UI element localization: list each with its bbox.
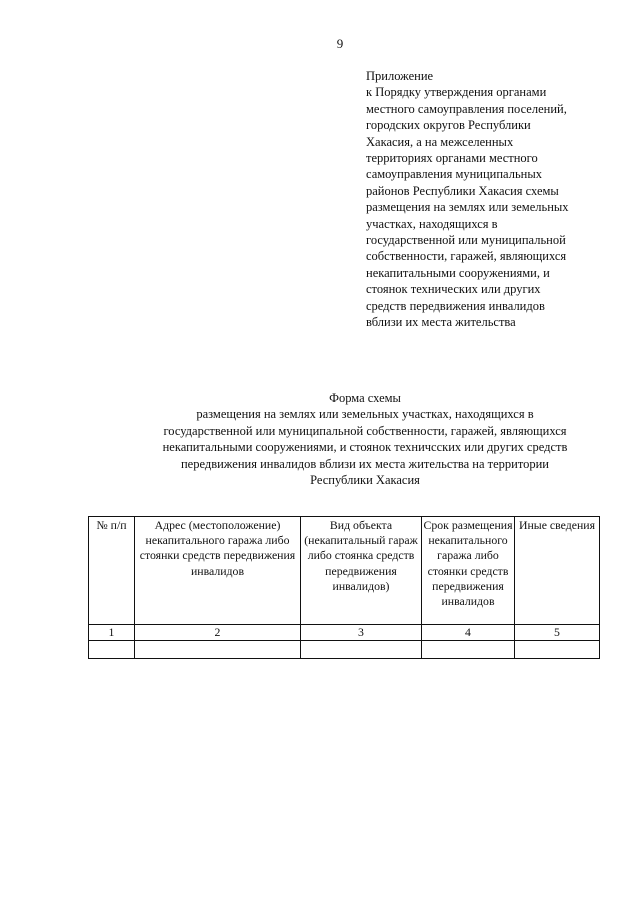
header-cell-other-info: Иные сведения — [515, 517, 600, 625]
column-number-cell: 3 — [301, 625, 422, 641]
page-number: 9 — [336, 36, 344, 51]
header-cell-term: Срок размещения некапитального гаража либо стоянки средств передвижения инвалидов — [422, 517, 515, 625]
appendix-line: вблизи их места жительства — [366, 315, 516, 330]
column-number-cell: 4 — [422, 625, 515, 641]
table-row — [89, 641, 600, 659]
scheme-table — [88, 516, 600, 659]
column-number-row — [89, 625, 600, 641]
form-title-line: передвижения инвалидов вблизи их места жительства на территории — [180, 456, 549, 471]
form-title-line: некапитальными сооружениями, и стоянок техничсских или других средств — [162, 440, 568, 455]
form-title-line: размещения на землях или земельных участках, находящихся в — [196, 407, 534, 422]
appendix-line: территориях органами местного — [366, 151, 538, 166]
appendix-line: собственности, гаражей, являющихся — [366, 249, 567, 264]
header-cell-address: Адрес (местоположение) некапитального гаража либо стоянки средств передвижения инвалидов — [135, 517, 301, 625]
appendix-line: городских округов Республики — [366, 118, 531, 133]
appendix-line: Приложение — [366, 69, 434, 83]
appendix-line: участках, находящихся в — [366, 216, 498, 231]
table-cell — [89, 641, 135, 659]
form-title-line: государственной или муниципальной собственности, гаражей, являющихся — [163, 423, 567, 438]
column-number-cell: 2 — [135, 625, 301, 641]
header-cell-object-type: Вид объекта (некапитальный гараж либо стоянка средств передвижения инвалидов) — [301, 517, 422, 625]
table-cell — [135, 641, 301, 659]
appendix-line: местного самоуправления поселений, — [366, 101, 567, 116]
appendix-line: средств передвижения инвалидов — [366, 298, 545, 313]
form-title-line: Республики Хакасия — [310, 473, 420, 488]
appendix-line: некапитальными сооружениями, и — [366, 265, 550, 280]
table-cell — [515, 641, 600, 659]
table-header-row — [89, 517, 600, 625]
appendix-line: к Порядку утверждения органами — [366, 85, 547, 100]
appendix-line: районов Республики Хакасия схемы — [366, 183, 559, 198]
table-cell — [422, 641, 515, 659]
table-cell — [301, 641, 422, 659]
column-number-cell: 1 — [89, 625, 135, 641]
appendix-line: Хакасия, а на межселенных — [366, 134, 514, 149]
appendix-line: размещения на землях или земельных — [366, 200, 569, 215]
form-title — [100, 390, 630, 488]
appendix-line: государственной или муниципальной — [366, 233, 566, 248]
header-cell-number: № п/п — [89, 517, 135, 625]
appendix-line: стоянок технических или других — [366, 282, 541, 297]
appendix-line: самоуправления муниципальных — [366, 167, 542, 182]
column-number-cell: 5 — [515, 625, 600, 641]
form-title-line: Форма схемы — [329, 391, 401, 405]
appendix-block — [366, 68, 606, 331]
